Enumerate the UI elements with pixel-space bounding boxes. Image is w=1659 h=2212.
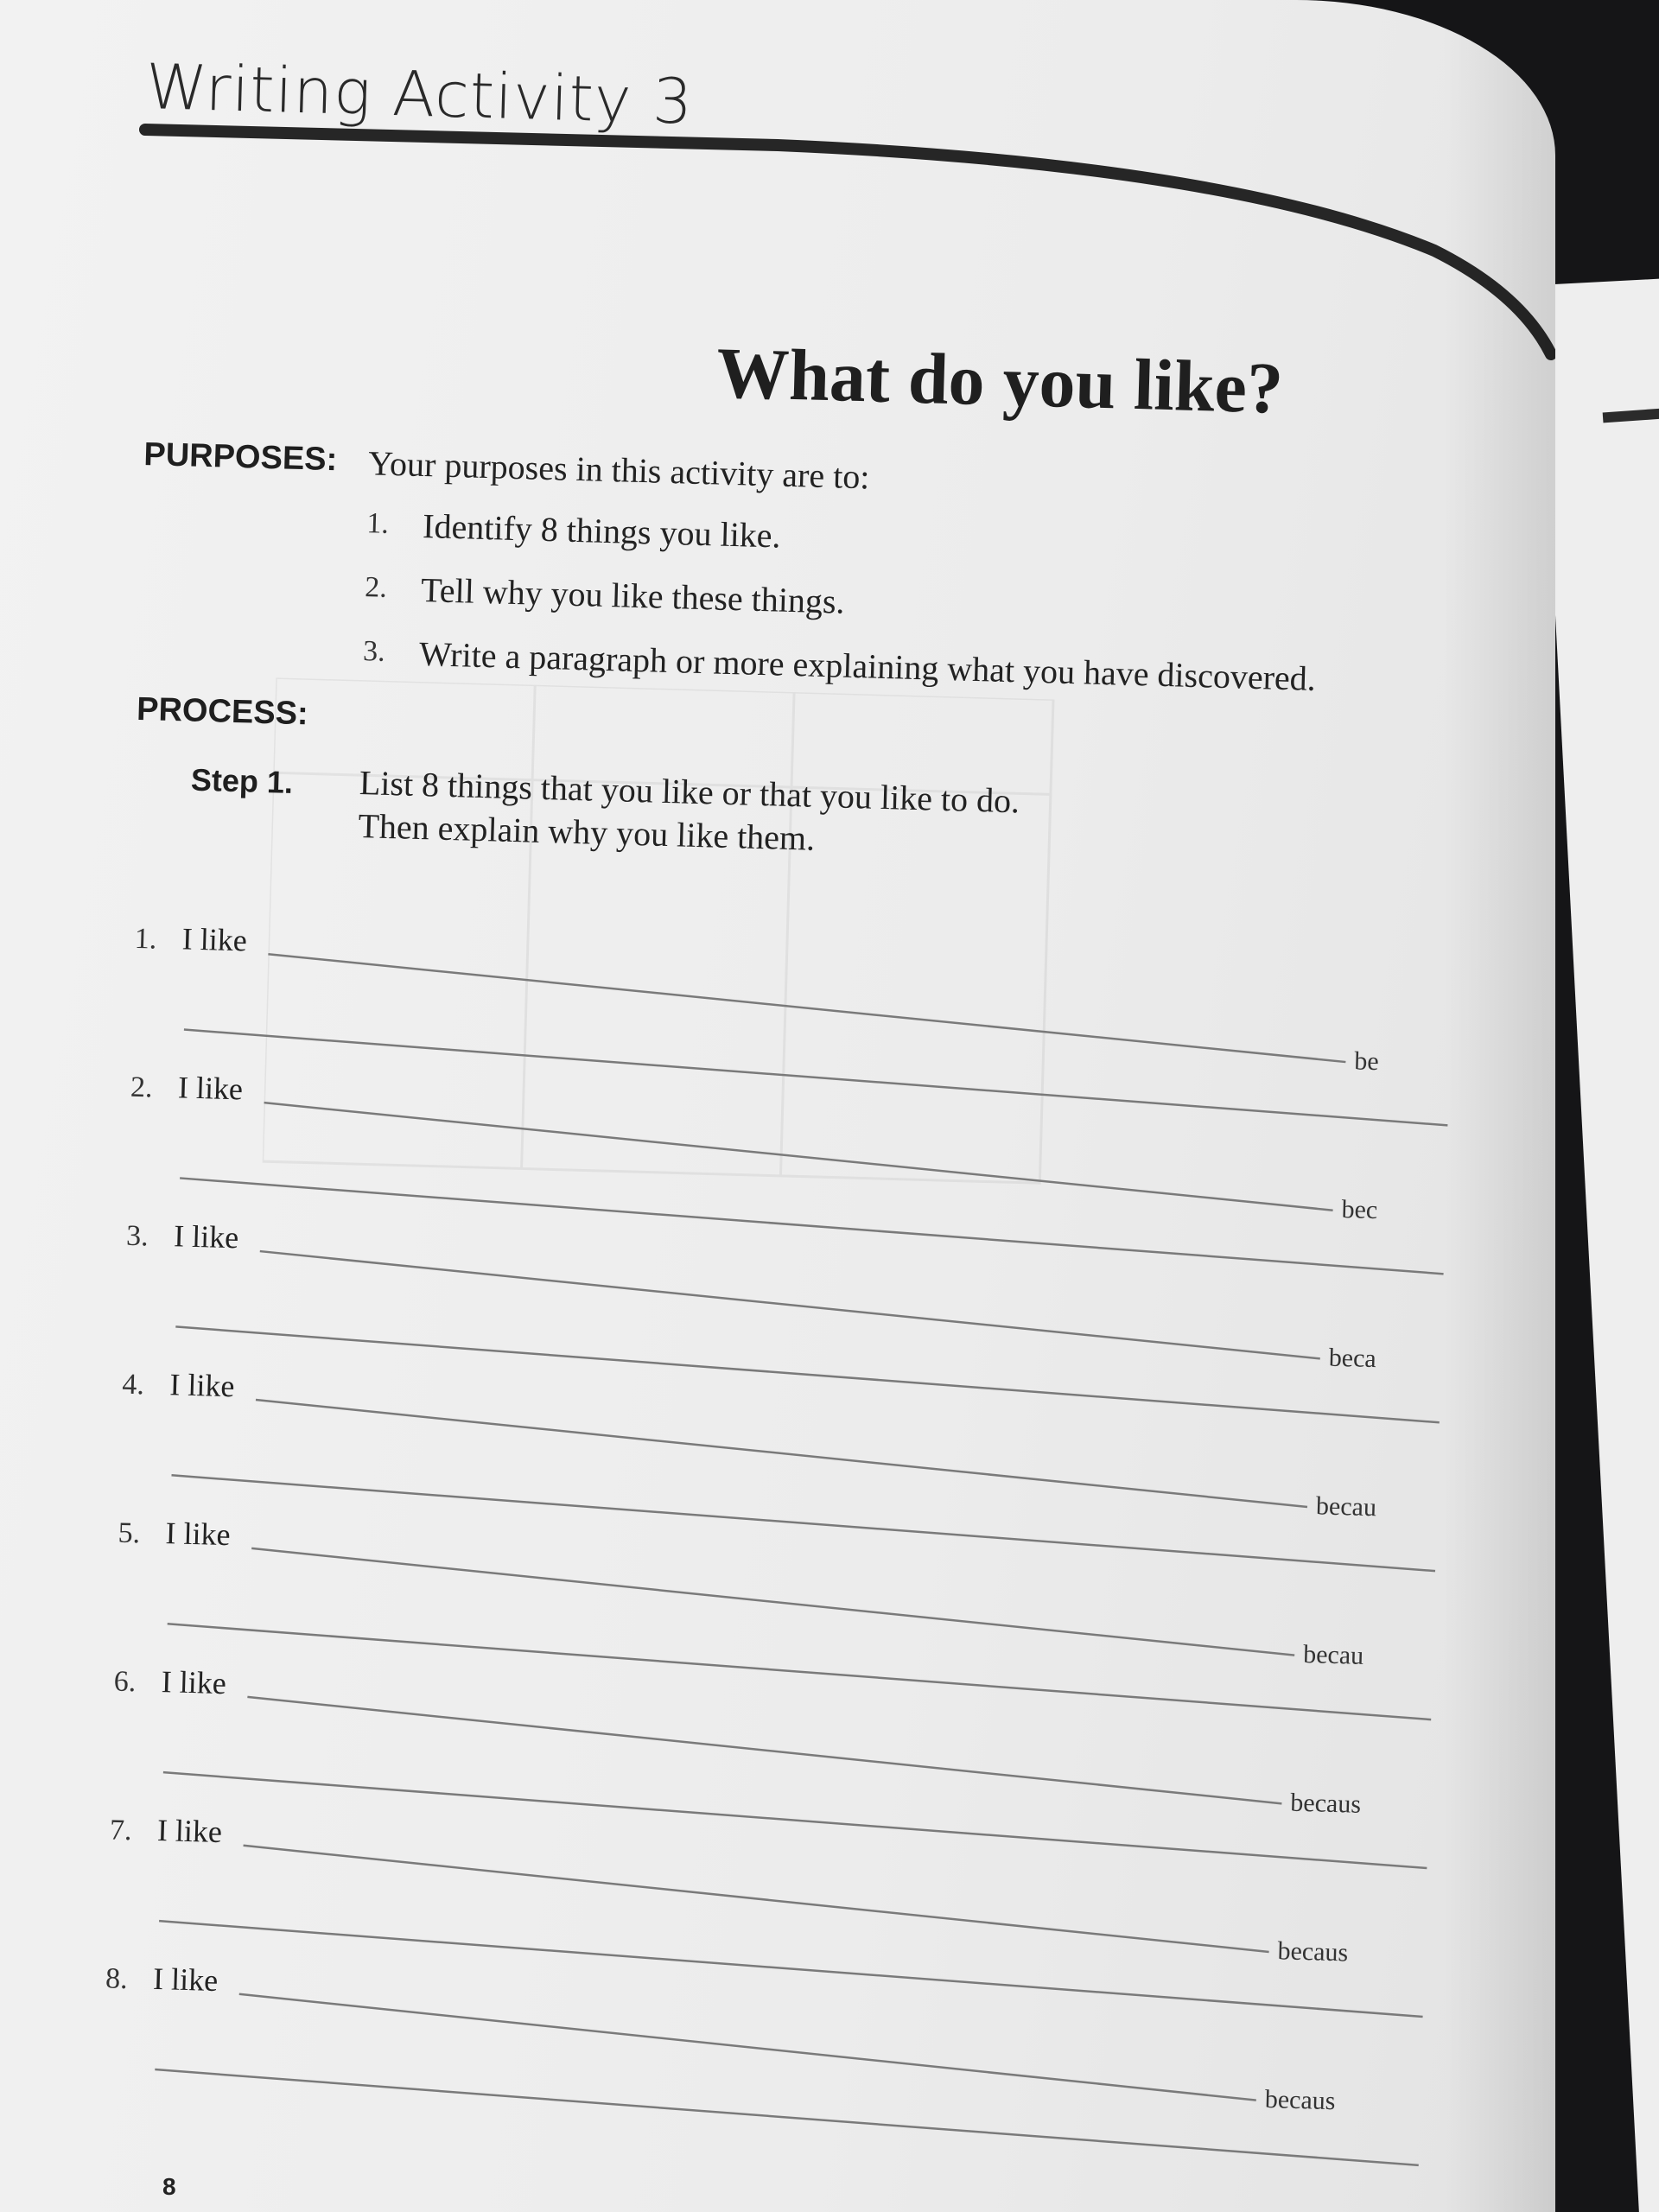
step-label: Step 1. [190,761,294,800]
purposes-intro: Your purposes in this activity are to: [367,443,871,497]
purpose-item: Identify 8 things you like. [422,506,782,556]
answer-line-because [157,1921,1424,2017]
entry-label: I like [168,1367,235,1404]
answer-line-like [250,1548,1297,1656]
answer-line-because [174,1326,1440,1422]
because-label: becaus [1289,1788,1362,1819]
because-label: be [1353,1046,1380,1077]
entry-label: I like [181,921,248,958]
purpose-number: 1. [365,507,390,540]
answer-line-like [266,954,1348,1062]
entry-number: 8. [105,1962,129,1996]
purposes-label: PURPOSES: [143,435,338,479]
entry-label: I like [173,1218,239,1255]
answer-line-because [153,2069,1420,2165]
answer-line-like [237,1994,1258,2101]
entry-number: 6. [113,1665,137,1699]
answer-line-because [162,1772,1428,1868]
entry-number: 2. [130,1071,154,1104]
answer-line-like [241,1846,1271,1952]
entry-label: I like [177,1070,244,1107]
entry-label: I like [165,1516,232,1553]
entry-label: I like [161,1664,227,1701]
because-label: beca [1328,1343,1377,1374]
next-page-edge [1538,276,1659,2212]
entry-number: 4. [121,1368,145,1402]
page-title: What do you like? [715,333,1285,429]
answer-line-because [166,1624,1433,1719]
because-label: bec [1341,1195,1378,1225]
answer-line-like [245,1697,1284,1803]
purpose-number: 3. [362,635,386,668]
entry-number: 7. [109,1814,133,1847]
purpose-number: 2. [364,571,388,604]
entry-number: 1. [134,922,157,956]
answer-line-because [170,1475,1437,1571]
because-label: becaus [1277,1936,1349,1967]
answer-line-because [182,1030,1449,1126]
answer-line-like [257,1251,1322,1358]
activity-header-title: Writing Activity 3 [144,50,695,138]
answer-line-like [253,1400,1309,1507]
because-label: becau [1302,1639,1364,1670]
step-instruction-line: List 8 things that you like or that you like to do. [359,763,1020,821]
answer-line-like [262,1103,1335,1211]
entry-number: 3. [125,1219,149,1253]
process-label: PROCESS: [136,690,309,733]
answer-line-because [178,1178,1445,1274]
because-label: becau [1315,1491,1377,1522]
entry-number: 5. [118,1516,141,1550]
purpose-item: Tell why you like these things. [420,569,846,621]
because-label: becaus [1264,2084,1336,2116]
entry-label: I like [156,1813,223,1850]
purpose-item: Write a paragraph or more explaining what you have discovered. [418,633,1317,698]
page-number: 8 [162,2173,176,2200]
step-instruction-line: Then explain why you like them. [357,806,816,858]
entry-label: I like [152,1961,219,1999]
